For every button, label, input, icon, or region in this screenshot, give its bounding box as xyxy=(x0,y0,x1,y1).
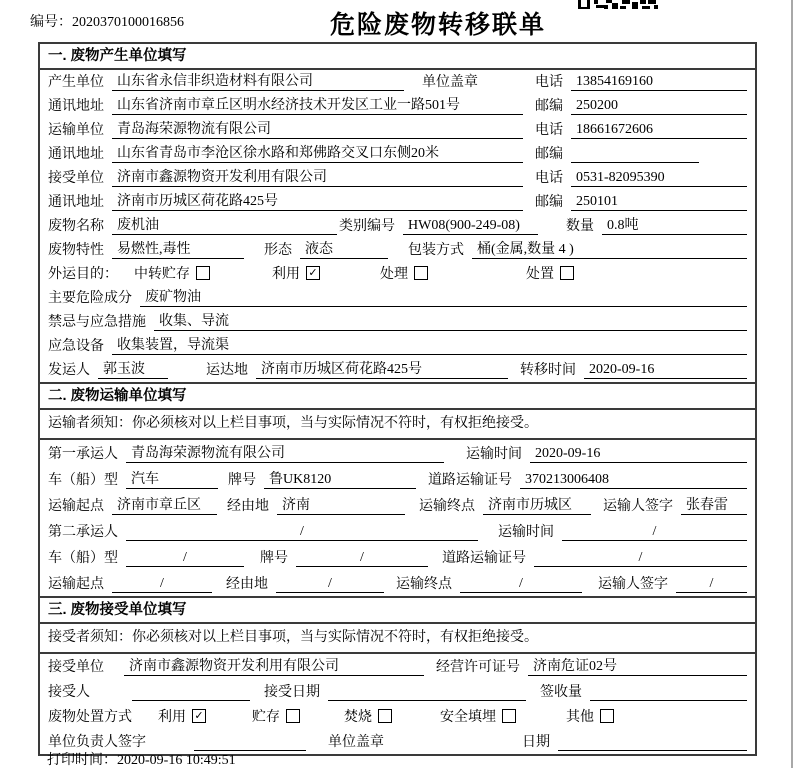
form-row-vehicle-2 xyxy=(40,544,755,570)
field-value xyxy=(571,146,699,163)
field-label: 禁忌与应急措施 xyxy=(48,315,146,330)
field-value: 济南市历城区 xyxy=(483,494,591,515)
field-value: 山东省永信非织造材料有限公司 xyxy=(112,70,404,91)
form-row-waste-character xyxy=(40,238,755,262)
form-row-first-carrier xyxy=(40,440,755,466)
purpose-option xyxy=(526,263,574,283)
field-value: 0.8吨 xyxy=(602,214,747,235)
form-row-waste-name xyxy=(40,214,755,238)
checkbox-unchecked-icon xyxy=(502,709,516,723)
field-label: 签收量 xyxy=(540,685,582,700)
form-row-transporter xyxy=(40,118,755,142)
print-time-label: 打印时间： xyxy=(47,753,117,768)
page-title: 危险废物转移联单 xyxy=(329,11,546,39)
seal-label: 单位盖章 xyxy=(422,75,478,90)
form-row-transporter-address xyxy=(40,142,755,166)
transporter-notice: 运输者须知：你必须核对以上栏目事项，当与实际情况不符时，有权拒绝接受。 xyxy=(40,410,755,440)
field-label: 数量 xyxy=(566,219,594,234)
field-value: 济南危证02号 xyxy=(528,655,747,676)
field-label: 牌号 xyxy=(260,551,288,566)
field-label: 接受单位 xyxy=(48,660,104,675)
field-value: 济南 xyxy=(277,494,405,515)
field-value: / xyxy=(276,576,384,593)
field-value: 13854169160 xyxy=(571,74,747,91)
field-value xyxy=(558,734,747,751)
field-value: 山东省青岛市李沧区徐水路和郑佛路交叉口东侧20米 xyxy=(112,142,523,163)
option-label: 焚烧 xyxy=(344,710,372,725)
field-value: 2020-09-16 xyxy=(584,362,747,379)
checkbox-unchecked-icon xyxy=(560,266,574,280)
section-1-header: 一. 废物产生单位填写 xyxy=(40,44,755,70)
field-label: 主要危险成分 xyxy=(48,291,132,306)
field-label: 接受日期 xyxy=(264,685,320,700)
serial-value: 2020370100016856 xyxy=(72,15,184,30)
field-label: 运输起点 xyxy=(48,577,104,592)
field-label: 电话 xyxy=(535,171,563,186)
disposal-option xyxy=(158,706,206,726)
field-label: 单位负责人签字 xyxy=(48,735,146,750)
checkbox-unchecked-icon xyxy=(600,709,614,723)
field-label: 道路运输证号 xyxy=(442,551,526,566)
field-label: 第二承运人 xyxy=(48,525,118,540)
field-label: 第一承运人 xyxy=(48,447,118,462)
field-value: / xyxy=(296,550,428,567)
field-label: 电话 xyxy=(535,75,563,90)
field-value: / xyxy=(126,524,478,541)
checkbox-unchecked-icon xyxy=(286,709,300,723)
field-value: 济南市历城区荷花路425号 xyxy=(256,358,508,379)
print-time-value: 2020-09-16 10:49:51 xyxy=(117,753,236,768)
form-row-emergency-equipment xyxy=(40,334,755,358)
field-label: 包装方式 xyxy=(408,243,464,258)
field-label: 运输时间 xyxy=(466,447,522,462)
field-label: 车（船）型 xyxy=(48,551,118,566)
field-label: 道路运输证号 xyxy=(428,473,512,488)
manifest-table xyxy=(38,42,757,756)
field-value: 370213006408 xyxy=(520,472,747,489)
seal-label: 单位盖章 xyxy=(328,735,384,750)
field-value: / xyxy=(460,576,582,593)
field-value: 济南市鑫源物资开发利用有限公司 xyxy=(112,166,523,187)
field-label: 日期 xyxy=(522,735,550,750)
field-label: 产生单位 xyxy=(48,75,104,90)
field-value: 桶(金属,数量 4 ) xyxy=(472,238,747,259)
section-receiver xyxy=(40,596,755,754)
field-value: HW08(900-249-08) xyxy=(403,218,538,235)
purpose-option xyxy=(380,263,428,283)
form-row-receiver xyxy=(40,166,755,190)
field-value: 青岛海荣源物流有限公司 xyxy=(126,442,444,463)
field-value: 18661672606 xyxy=(571,122,747,139)
option-label: 利用 xyxy=(158,710,186,725)
field-label: 类别编号 xyxy=(339,219,395,234)
section-transporter xyxy=(40,382,755,596)
page-edge-line xyxy=(791,0,793,768)
field-value: / xyxy=(676,576,747,593)
form-row-route-1 xyxy=(40,492,755,518)
field-value: 鲁UK8120 xyxy=(264,468,416,489)
field-value: / xyxy=(534,550,747,567)
field-value: 济南市历城区荷花路425号 xyxy=(112,190,523,211)
field-label: 运输终点 xyxy=(396,577,452,592)
field-value: 0531-82095390 xyxy=(571,170,747,187)
option-label: 处置 xyxy=(526,267,554,282)
form-row-route-2 xyxy=(40,570,755,596)
field-value: 废矿物油 xyxy=(140,286,747,307)
field-label: 经由地 xyxy=(227,499,269,514)
field-value: / xyxy=(126,550,244,567)
field-label: 经营许可证号 xyxy=(436,660,520,675)
qr-code-fragment xyxy=(578,0,660,10)
purpose-option xyxy=(272,263,320,283)
field-label: 通讯地址 xyxy=(48,195,104,210)
option-label: 中转贮存 xyxy=(134,267,190,282)
field-label: 经由地 xyxy=(226,577,268,592)
form-row-receive-unit xyxy=(40,654,755,679)
field-label: 形态 xyxy=(264,243,292,258)
field-label: 通讯地址 xyxy=(48,99,104,114)
field-label: 牌号 xyxy=(228,473,256,488)
field-label: 发运人 xyxy=(48,363,90,378)
field-value xyxy=(328,684,526,701)
field-value: 250200 xyxy=(571,98,747,115)
field-label: 邮编 xyxy=(535,195,563,210)
field-value: / xyxy=(562,524,747,541)
field-label: 接受单位 xyxy=(48,171,104,186)
form-row-receiver-address xyxy=(40,190,755,214)
field-label: 邮编 xyxy=(535,99,563,114)
form-row-transfer-purpose xyxy=(40,262,755,286)
field-label: 运达地 xyxy=(206,363,248,378)
option-label: 安全填埋 xyxy=(440,710,496,725)
disposal-option xyxy=(440,706,516,726)
field-value: 废机油 xyxy=(112,214,337,235)
field-value: 250101 xyxy=(571,194,747,211)
field-value: 张春雷 xyxy=(681,494,747,515)
form-row-producer-address xyxy=(40,94,755,118)
disposal-option xyxy=(566,706,614,726)
field-label: 废物特性 xyxy=(48,243,104,258)
field-label: 通讯地址 xyxy=(48,147,104,162)
form-row-hazard-component xyxy=(40,286,755,310)
field-label: 接受人 xyxy=(48,685,90,700)
field-label: 运输人签字 xyxy=(598,577,668,592)
field-label: 运输起点 xyxy=(48,499,104,514)
field-value: 汽车 xyxy=(126,468,218,489)
field-label: 应急设备 xyxy=(48,339,104,354)
field-value: / xyxy=(112,576,212,593)
disposal-option xyxy=(252,706,300,726)
field-value: 收集装置，导流渠 xyxy=(112,334,747,355)
field-label: 运输时间 xyxy=(498,525,554,540)
option-label: 贮存 xyxy=(252,710,280,725)
field-value xyxy=(590,684,747,701)
field-label: 运输人签字 xyxy=(603,499,673,514)
form-row-producer xyxy=(40,70,755,94)
field-value: 济南市鑫源物资开发利用有限公司 xyxy=(124,655,424,676)
form-row-disposal-method xyxy=(40,704,755,729)
option-label: 其他 xyxy=(566,710,594,725)
purpose-option xyxy=(134,263,210,283)
form-row-vehicle-1 xyxy=(40,466,755,492)
field-label: 邮编 xyxy=(535,147,563,162)
option-label: 利用 xyxy=(272,267,300,282)
field-value xyxy=(132,684,250,701)
checkbox-checked-icon: ✓ xyxy=(192,709,206,723)
form-row-recipient xyxy=(40,679,755,704)
field-value: 易燃性,毒性 xyxy=(112,238,244,259)
field-value: 2020-09-16 xyxy=(530,446,747,463)
checkbox-unchecked-icon xyxy=(196,266,210,280)
form-row-shipper xyxy=(40,358,755,382)
print-timestamp xyxy=(47,749,236,768)
section-producer xyxy=(40,44,755,382)
field-value: 济南市章丘区 xyxy=(112,494,217,515)
field-value: 山东省济南市章丘区明水经济技术开发区工业一路501号 xyxy=(112,94,523,115)
field-value: 郭玉波 xyxy=(98,358,168,379)
option-label: 处理 xyxy=(380,267,408,282)
checkbox-checked-icon: ✓ xyxy=(306,266,320,280)
checkbox-unchecked-icon xyxy=(378,709,392,723)
field-label: 废物名称 xyxy=(48,219,104,234)
field-value: 青岛海荣源物流有限公司 xyxy=(112,118,523,139)
field-value: 收集、导流 xyxy=(154,310,747,331)
field-label: 外运目的： xyxy=(48,267,118,282)
field-label: 转移时间 xyxy=(520,363,576,378)
form-row-second-carrier xyxy=(40,518,755,544)
field-label: 车（船）型 xyxy=(48,473,118,488)
checkbox-unchecked-icon xyxy=(414,266,428,280)
field-label: 运输单位 xyxy=(48,123,104,138)
form-row-emergency-measures xyxy=(40,310,755,334)
field-label: 电话 xyxy=(535,123,563,138)
section-3-header: 三. 废物接受单位填写 xyxy=(40,598,755,624)
field-value: 液态 xyxy=(300,238,388,259)
receiver-notice: 接受者须知：你必须核对以上栏目事项，当与实际情况不符时，有权拒绝接受。 xyxy=(40,624,755,654)
disposal-option xyxy=(344,706,392,726)
field-label: 运输终点 xyxy=(419,499,475,514)
section-2-header: 二. 废物运输单位填写 xyxy=(40,384,755,410)
serial-label: 编号： xyxy=(30,15,72,30)
field-label: 废物处置方式 xyxy=(48,710,132,725)
